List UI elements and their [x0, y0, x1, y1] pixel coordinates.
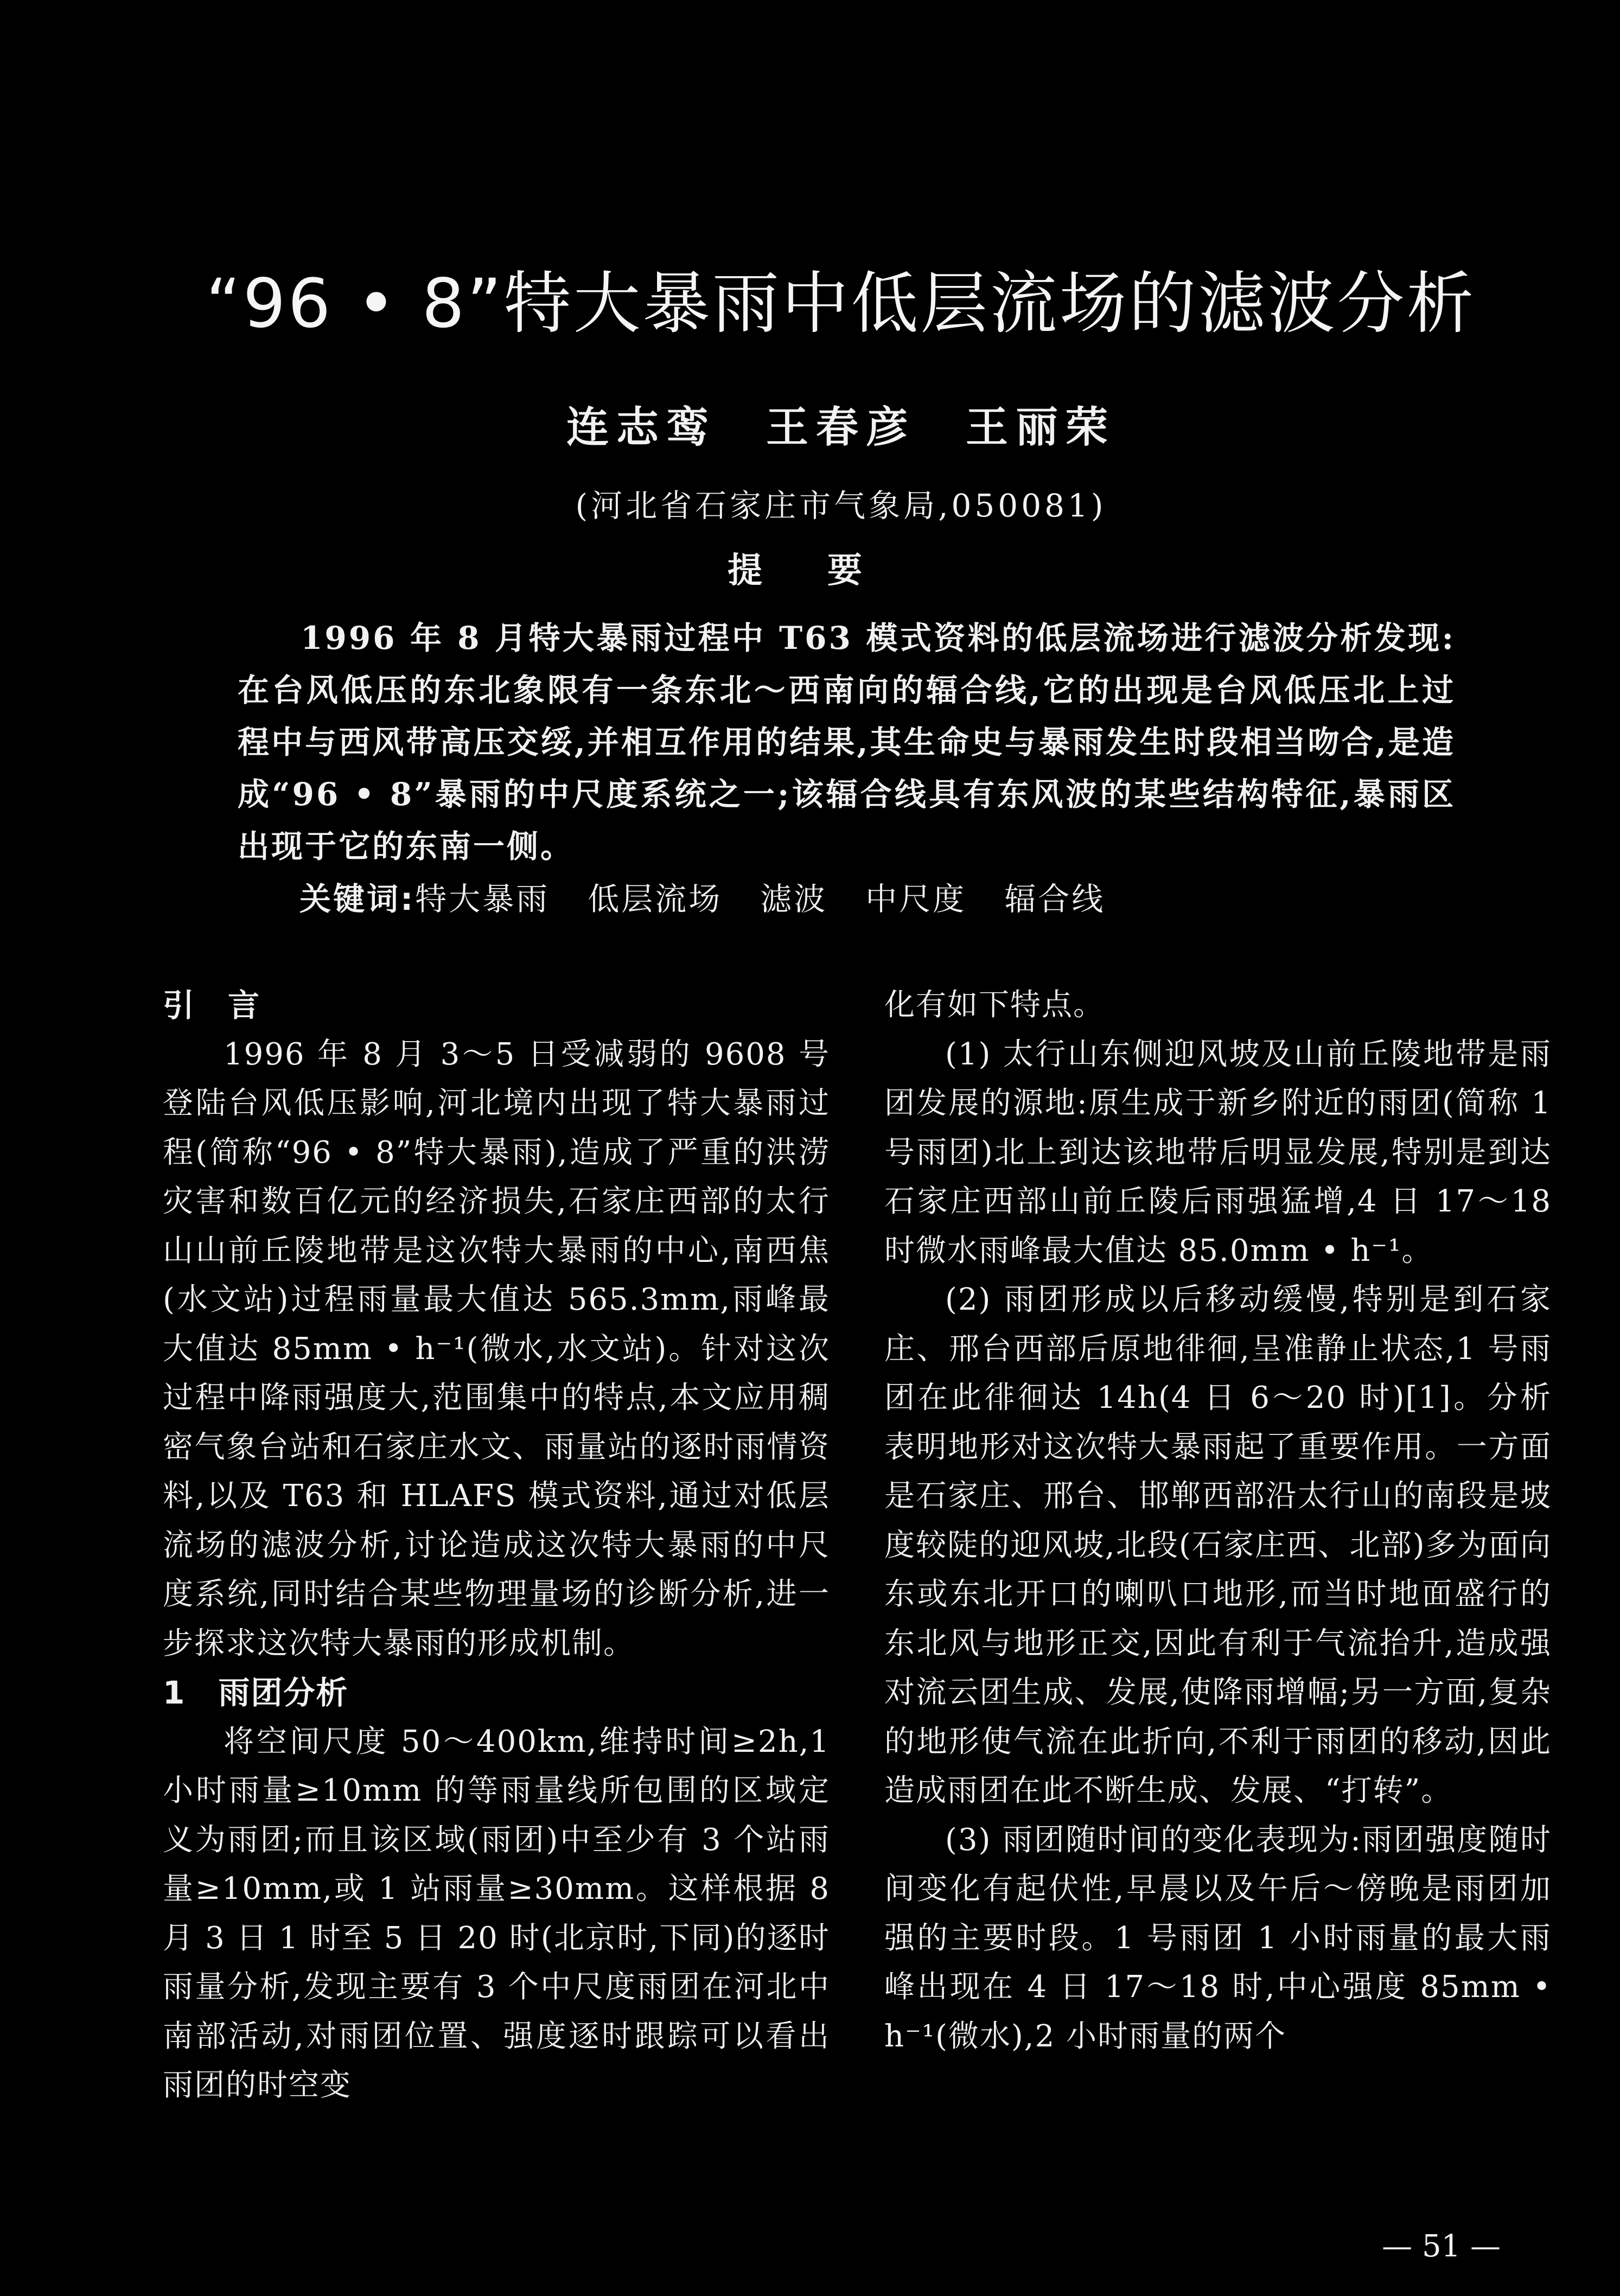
- keyword: 特大暴雨: [415, 881, 550, 917]
- keyword: 中尺度: [865, 881, 967, 917]
- section1-heading: 1 雨团分析: [163, 1674, 349, 1711]
- page-number: — 51 —: [1382, 2229, 1501, 2264]
- authors: 连志鸾 王春彦 王丽荣: [566, 403, 1115, 452]
- paper-title: “96 • 8”特大暴雨中低层流场的滤波分析: [206, 265, 1476, 343]
- keyword: 低层流场: [588, 881, 723, 917]
- intro-paragraph: 1996 年 8 月 3～5 日受减弱的 9608 号登陆台风低压影响,河北境内出现了特大暴雨过程(简称“96 • 8”特大暴雨),造成了严重的洪涝灾害和数百亿元的经济损失,石家庄西部的太行山山前丘陵地带是这次特大暴雨的中心,南西焦(水文站)过程雨量最大值达 565.3mm,雨峰最大值达 85mm • h⁻¹(微水,水文站)。针对这次过程中降雨强度大,范围集中的特点,本文应用稠密气象台站和石家庄水文、雨量站的逐时雨情资料,以及 T63 和 HLAFS 模式资料,通过对低层流场的滤波分析,讨论造成这次特大暴雨的中尺度系统,同时结合某些物理量场的诊断分析,进一步探求这次特大暴雨的形成机制。: [163, 1036, 830, 1661]
- section1-paragraph: 将空间尺度 50～400km,维持时间≥2h,1 小时雨量≥10mm 的等雨量线所包围的区域定义为雨团;而且该区域(雨团)中至少有 3 个站雨量≥10mm,或 1 站雨量≥30mm。这样根据 8 月 3 日 1 时至 5 日 20 时(北京时,下同)的逐时雨量分析,发现主要有 3 个中尺度雨团在河北中南部活动,对雨团位置、强度逐时跟踪可以看出雨团的时空变: [163, 1724, 831, 2103]
- point-2-paragraph: (2) 雨团形成以后移动缓慢,特别是到石家庄、邢台西部后原地徘徊,呈准静止状态,1 号雨团在此徘徊达 14h(4 日 6～20 时)[1]。分析表明地形对这次特大暴雨起了重要作用。一方面是石家庄、邢台、邯郸西部沿太行山的南段是坡度较陡的迎风坡,北段(石家庄西、北部)多为面向东或东北开口的喇叭口地形,而当时地面盛行的东北风与地形正交,因此有利于气流抬升,造成强对流云团生成、发展,使降雨增幅;另一方面,复杂的地形使气流在此折向,不利于雨团的移动,因此造成雨团在此不断生成、发展、“打转”。: [884, 1282, 1552, 1808]
- keywords-label: 关键词:: [299, 881, 416, 917]
- abstract-text: 1996 年 8 月特大暴雨过程中 T63 模式资料的低层流场进行滤波分析发现:在台风低压的东北象限有一条东北～西南向的辐合线,它的出现是台风低压北上过程中与西风带高压交绥,并相互作用的结果,其生命史与暴雨发生时段相当吻合,是造成“96 • 8”暴雨的中尺度系统之一;该辐合线具有东风波的某些结构特征,暴雨区出现于它的东南一侧。: [238, 620, 1456, 865]
- keywords: [299, 873, 1143, 919]
- keyword: 辐合线: [1004, 881, 1106, 917]
- intro-heading: 引 言: [163, 987, 261, 1024]
- point-1-paragraph: (1) 太行山东侧迎风坡及山前丘陵地带是雨团发展的源地:原生成于新乡附近的雨团(简称 1 号雨团)北上到达该地带后明显发展,特别是到达石家庄西部山前丘陵后雨强猛增,4 日 17～18 时微水雨峰最大值达 85.0mm • h⁻¹。: [884, 1036, 1552, 1268]
- keyword: 滤波: [760, 881, 828, 917]
- left-column: [163, 981, 830, 2110]
- affiliation: (河北省石家庄市气象局,050081): [575, 487, 1107, 524]
- point-3-paragraph: (3) 雨团随时间的变化表现为:雨团强度随时间变化有起伏性,早晨以及午后～傍晚是雨团加强的主要时段。1 号雨团 1 小时雨量的最大雨峰出现在 4 日 17～18 时,中心强度 85mm • h⁻¹(微水),2 小时雨量的两个: [884, 1822, 1552, 2054]
- abstract-heading: 提要: [728, 551, 927, 591]
- right-column: [884, 981, 1552, 2061]
- continuation-text: 化有如下特点。: [884, 987, 1105, 1023]
